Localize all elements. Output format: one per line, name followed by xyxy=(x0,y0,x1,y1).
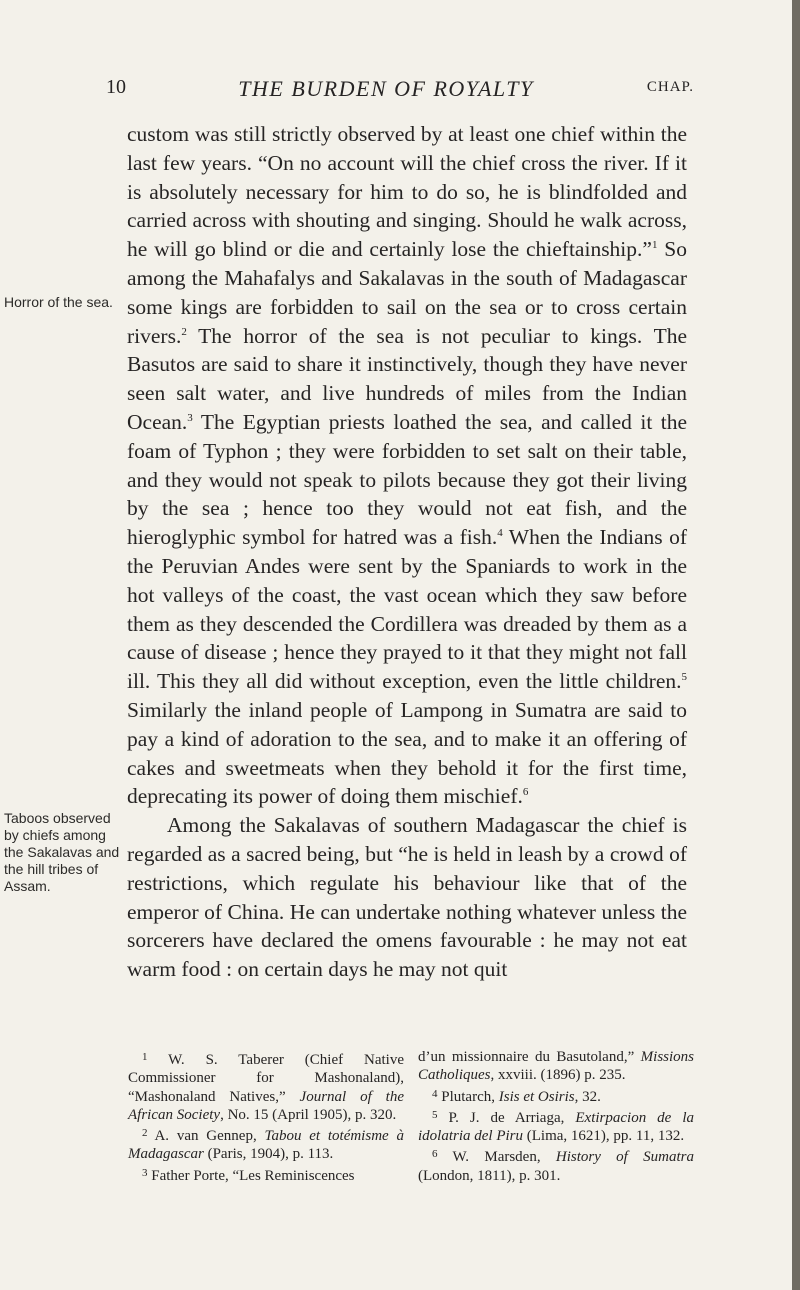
text-run: d’un missionnaire du Basutoland,” xyxy=(418,1049,641,1065)
running-title: THE BURDEN OF ROYALTY xyxy=(238,76,534,101)
footnote xyxy=(128,1164,404,1185)
footnote-ref: 6 xyxy=(522,786,529,799)
italic-text: History of Sumatra xyxy=(555,1149,694,1166)
text-run: (Paris, 1904), p. 113. xyxy=(203,1146,334,1163)
footnotes-left-column xyxy=(128,1048,404,1185)
paragraph xyxy=(127,811,687,984)
footnote-ref: 5 xyxy=(681,670,687,683)
footnote-number: 1 xyxy=(142,1051,148,1063)
margin-note-taboos: Taboos observed by chiefs among the Sakalavas and the hill tribes of Assam. xyxy=(4,810,120,894)
footnote xyxy=(418,1145,694,1185)
footnote-number: 5 xyxy=(432,1108,438,1121)
footnote-ref: 3 xyxy=(187,411,193,424)
page-edge xyxy=(792,0,800,1290)
italic-text: Tabou et totémisme à Madagascar xyxy=(128,1128,404,1163)
footnote xyxy=(418,1106,694,1146)
text-run: custom was still strictly observed by at least one chief within the last few years. “On no account will the chief cross the river. If it is absolutely necessary for him to do so, he is blindfolded and carried across with shouting and singing. Should he walk across, he will go blind or die and certainly lose the chieftainship.” xyxy=(127,122,687,262)
text-run: (London, 1811), p. 301. xyxy=(418,1167,561,1184)
text-run: So among the Mahafalys and Sakalavas in the south of Madagascar some kings are forbidden to sail on the sea or to cross certain rivers. xyxy=(127,237,687,348)
chapter-mark: CHAP. xyxy=(646,79,694,95)
text-run: Father Porte, “Les Reminiscences xyxy=(151,1167,355,1184)
footnote-number: 4 xyxy=(432,1087,438,1100)
footnote-ref: 1 xyxy=(651,239,658,252)
text-run: A. van Gennep, xyxy=(154,1128,265,1145)
italic-text: Isis et Osiris xyxy=(498,1088,575,1105)
text-run: Similarly the inland people of Lampong in Sumatra are said to pay a kind of adoration to the sea, and to make it an offering of cakes and sweetmeats when they behold it for the first time, deprecating its power of doing them mischief. xyxy=(127,697,687,809)
paragraph xyxy=(127,120,687,811)
italic-text: Missions Catholiques xyxy=(418,1049,694,1084)
footnotes-right-column xyxy=(418,1048,694,1185)
footnote xyxy=(418,1048,694,1085)
text-run: W. Marsden, xyxy=(452,1149,556,1166)
text-run: (Lima, 1621), pp. 11, 132. xyxy=(523,1128,685,1145)
text-run: The horror of the sea is not peculiar to kings. The Basutos are said to share it instinctively, though they have never seen salt water, and live hundreds of miles from the Indian Ocean. xyxy=(127,323,687,434)
footnote-number: 6 xyxy=(432,1148,438,1161)
italic-text: Journal of the African Society xyxy=(128,1088,405,1123)
italic-text: Extirpacion de la idolatria del Piru xyxy=(418,1109,695,1145)
footnote-ref: 2 xyxy=(181,325,187,338)
text-run: The Egyptian priests loathed the sea, and called it the foam of Typhon ; they were forbidden to set salt on their table, and they would not speak to pilots because they got their living by the sea ; hence too they would not eat fish, and the hieroglyphic symbol for hatred was a fish. xyxy=(127,409,687,550)
text-run: , No. 15 (April 1905), p. 320. xyxy=(220,1106,397,1123)
text-run: Plutarch, xyxy=(441,1088,499,1105)
footnote xyxy=(418,1085,694,1106)
text-run: , 32. xyxy=(574,1088,601,1105)
text-run: , xxviii. (1896) p. 235. xyxy=(490,1067,626,1084)
page-header xyxy=(86,76,694,106)
main-text xyxy=(127,120,687,984)
text-run: P. J. de Arriaga, xyxy=(448,1109,576,1126)
footnote xyxy=(128,1048,404,1124)
margin-note-horror-of-sea: Horror of the sea. xyxy=(4,294,113,310)
footnote xyxy=(128,1124,404,1164)
footnote-ref: 4 xyxy=(497,527,503,539)
text-run: Among the Sakalavas of southern Madagascar the chief is regarded as a sacred being, but “he is held in leash by a crowd of restrictions, which regulate his behaviour like that of the emperor of China. He can undertake nothing whatever unless the sorcerers have declared the omens favourable : he may not eat warm food : on certain days he may not quit xyxy=(127,813,687,982)
text-run: When the Indians of the Peruvian Andes were sent by the Spaniards to work in the hot valleys of the coast, the vast ocean which they saw before them as they descended the Cordillera was dreaded by them as a cause of disease ; hence they prayed to it that they might not fall ill. This they all did without exception, even the little children. xyxy=(127,525,687,694)
page-number: 10 xyxy=(106,76,126,98)
footnote-number: 3 xyxy=(142,1166,148,1179)
footnote-number: 2 xyxy=(142,1127,148,1140)
text-run: W. S. Taberer (Chief Native Commissioner for Mashonaland), “Mashonaland Natives,” xyxy=(128,1052,404,1105)
